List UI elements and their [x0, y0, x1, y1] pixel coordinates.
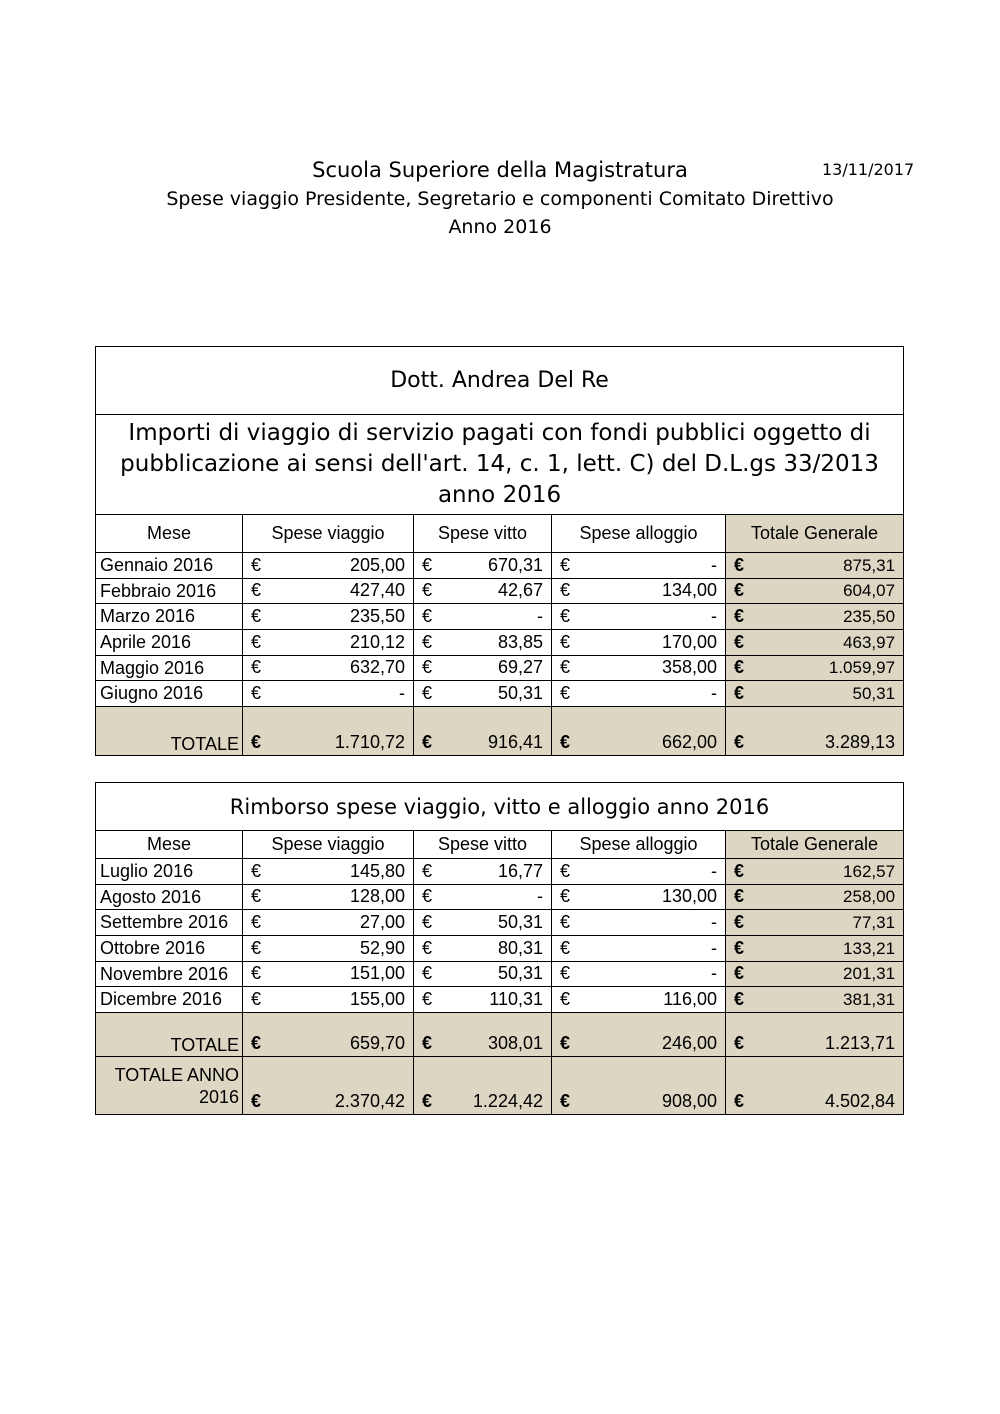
totale-cell: 604,07 [843, 581, 896, 601]
euro-symbol: € [422, 886, 433, 907]
month-cell: Marzo 2016 [96, 604, 243, 630]
month-cell: Luglio 2016 [96, 859, 243, 885]
viaggio-cell: 27,00 [359, 912, 405, 933]
euro-symbol: € [560, 631, 571, 652]
viaggio-cell: - [399, 683, 405, 704]
euro-symbol: € [422, 631, 433, 652]
euro-symbol: € [734, 937, 745, 958]
month-cell: Gennaio 2016 [96, 553, 243, 579]
euro-symbol: € [560, 1033, 571, 1054]
euro-symbol: € [560, 580, 571, 601]
euro-symbol: € [560, 937, 571, 958]
vitto-cell: 83,85 [497, 631, 543, 652]
euro-symbol: € [734, 606, 745, 627]
total-year-label-line2: 2016 [198, 1086, 239, 1107]
viaggio-cell: 145,80 [349, 860, 405, 881]
euro-symbol: € [560, 912, 571, 933]
month-cell: Maggio 2016 [96, 655, 243, 681]
euro-symbol: € [251, 1091, 262, 1112]
document-year: Anno 2016 [448, 216, 552, 238]
total-viaggio: 1.710,72 [334, 732, 405, 753]
total-year-alloggio: 908,00 [661, 1091, 717, 1112]
total-viaggio: 659,70 [349, 1033, 405, 1054]
euro-symbol: € [251, 732, 262, 753]
col-header-vitto: Spese vitto [414, 515, 552, 553]
euro-symbol: € [734, 860, 745, 881]
person-name: Dott. Andrea Del Re [96, 347, 904, 415]
total-alloggio: 662,00 [661, 732, 717, 753]
month-cell: Aprile 2016 [96, 630, 243, 656]
euro-symbol: € [251, 1033, 262, 1054]
col-header-vitto: Spese vitto [414, 831, 552, 859]
viaggio-cell: 205,00 [349, 554, 405, 575]
alloggio-cell: 170,00 [661, 631, 717, 652]
euro-symbol: € [422, 606, 433, 627]
viaggio-cell: 427,40 [349, 580, 405, 601]
month-cell: Giugno 2016 [96, 681, 243, 707]
table-row [96, 910, 904, 936]
total-year-label-line1: TOTALE ANNO [114, 1064, 239, 1085]
month-cell: Febbraio 2016 [96, 578, 243, 604]
table1-total-row [96, 707, 904, 756]
euro-symbol: € [560, 860, 571, 881]
viaggio-cell: 155,00 [349, 989, 405, 1010]
alloggio-cell: - [711, 963, 717, 984]
euro-symbol: € [560, 886, 571, 907]
euro-symbol: € [422, 657, 433, 678]
euro-symbol: € [422, 912, 433, 933]
viaggio-cell: 151,00 [349, 963, 405, 984]
euro-symbol: € [422, 860, 433, 881]
euro-symbol: € [251, 631, 262, 652]
viaggio-cell: 210,12 [349, 631, 405, 652]
col-header-alloggio: Spese alloggio [552, 515, 726, 553]
table-row [96, 630, 904, 656]
euro-symbol: € [251, 860, 262, 881]
euro-symbol: € [734, 886, 745, 907]
euro-symbol: € [734, 1091, 745, 1112]
total-year-label [96, 1057, 243, 1115]
total-label: TOTALE [96, 1013, 243, 1057]
table-row [96, 681, 904, 707]
total-year-generale: 4.502,84 [824, 1091, 896, 1112]
euro-symbol: € [734, 631, 745, 652]
viaggio-cell: 632,70 [349, 657, 405, 678]
expense-table-second-half [95, 782, 904, 1115]
table2-total-row [96, 1013, 904, 1057]
euro-symbol: € [560, 963, 571, 984]
viaggio-cell: 52,90 [359, 937, 405, 958]
month-cell: Novembre 2016 [96, 961, 243, 987]
alloggio-cell: - [711, 554, 717, 575]
totale-cell: 162,57 [843, 861, 896, 881]
table-row [96, 936, 904, 962]
document-date: 13/11/2017 [822, 160, 915, 179]
col-header-totale: Totale Generale [726, 831, 904, 859]
col-header-alloggio: Spese alloggio [552, 831, 726, 859]
euro-symbol: € [560, 554, 571, 575]
totale-cell: 201,31 [843, 964, 896, 984]
col-header-totale: Totale Generale [726, 515, 904, 553]
month-cell: Ottobre 2016 [96, 936, 243, 962]
alloggio-cell: 134,00 [661, 580, 717, 601]
totale-cell: 50,31 [852, 684, 896, 704]
total-vitto: 916,41 [487, 732, 543, 753]
table-row [96, 553, 904, 579]
euro-symbol: € [251, 912, 262, 933]
totale-cell: 133,21 [843, 938, 896, 958]
euro-symbol: € [251, 937, 262, 958]
euro-symbol: € [560, 606, 571, 627]
alloggio-cell: 130,00 [661, 886, 717, 907]
table-row [96, 655, 904, 681]
vitto-cell: 50,31 [497, 963, 543, 984]
euro-symbol: € [560, 732, 571, 753]
viaggio-cell: 128,00 [349, 886, 405, 907]
euro-symbol: € [734, 912, 745, 933]
euro-symbol: € [422, 1091, 433, 1112]
totale-cell: 1.059,97 [828, 658, 896, 678]
viaggio-cell: 235,50 [349, 606, 405, 627]
euro-symbol: € [251, 657, 262, 678]
euro-symbol: € [422, 989, 433, 1010]
vitto-cell: 110,31 [489, 989, 543, 1010]
euro-symbol: € [734, 963, 745, 984]
euro-symbol: € [251, 554, 262, 575]
document-subtitle: Spese viaggio Presidente, Segretario e componenti Comitato Direttivo [166, 188, 834, 210]
euro-symbol: € [422, 937, 433, 958]
col-header-viaggio: Spese viaggio [243, 831, 414, 859]
euro-symbol: € [734, 657, 745, 678]
vitto-cell: 42,67 [497, 580, 543, 601]
euro-symbol: € [251, 580, 262, 601]
total-year-vitto: 1.224,42 [472, 1091, 543, 1112]
vitto-cell: 80,31 [497, 937, 543, 958]
euro-symbol: € [251, 683, 262, 704]
alloggio-cell: 116,00 [663, 989, 717, 1010]
total-label: TOTALE [96, 707, 243, 756]
vitto-cell: 69,27 [497, 657, 543, 678]
euro-symbol: € [422, 732, 433, 753]
table-row [96, 578, 904, 604]
vitto-cell: - [537, 886, 543, 907]
table2-total-year-row [96, 1057, 904, 1115]
euro-symbol: € [560, 1091, 571, 1112]
vitto-cell: - [537, 606, 543, 627]
euro-symbol: € [734, 580, 745, 601]
totale-cell: 77,31 [852, 913, 896, 933]
euro-symbol: € [560, 683, 571, 704]
vitto-cell: 16,77 [497, 860, 543, 881]
euro-symbol: € [422, 683, 433, 704]
euro-symbol: € [422, 963, 433, 984]
alloggio-cell: 358,00 [661, 657, 717, 678]
alloggio-cell: - [711, 912, 717, 933]
expense-table-first-half [95, 346, 904, 756]
euro-symbol: € [422, 554, 433, 575]
euro-symbol: € [734, 554, 745, 575]
euro-symbol: € [422, 1033, 433, 1054]
alloggio-cell: - [711, 606, 717, 627]
euro-symbol: € [251, 606, 262, 627]
euro-symbol: € [251, 886, 262, 907]
month-cell: Dicembre 2016 [96, 987, 243, 1013]
document-title: Scuola Superiore della Magistratura [312, 158, 688, 182]
total-generale: 3.289,13 [824, 732, 896, 753]
table2-caption: Rimborso spese viaggio, vitto e alloggio anno 2016 [96, 783, 904, 831]
euro-symbol: € [734, 732, 745, 753]
table-row [96, 884, 904, 910]
table-row [96, 987, 904, 1013]
totale-cell: 463,97 [843, 632, 896, 652]
col-header-viaggio: Spese viaggio [243, 515, 414, 553]
total-year-viaggio: 2.370,42 [334, 1091, 405, 1112]
euro-symbol: € [734, 1033, 745, 1054]
table1-caption: Importi di viaggio di servizio pagati con fondi pubblici oggetto di pubblicazione ai sensi dell'art. 14, c. 1, lett. C) del D.L.gs 33/2013 anno 2016 [96, 415, 904, 515]
alloggio-cell: - [711, 683, 717, 704]
col-header-mese: Mese [96, 831, 243, 859]
total-alloggio: 246,00 [661, 1033, 717, 1054]
totale-cell: 258,00 [843, 887, 896, 907]
table-row [96, 961, 904, 987]
euro-symbol: € [560, 989, 571, 1010]
month-cell: Settembre 2016 [96, 910, 243, 936]
alloggio-cell: - [711, 860, 717, 881]
alloggio-cell: - [711, 937, 717, 958]
totale-cell: 875,31 [843, 555, 896, 575]
table1-header-row [96, 515, 904, 553]
euro-symbol: € [734, 683, 745, 704]
vitto-cell: 670,31 [487, 554, 543, 575]
vitto-cell: 50,31 [497, 912, 543, 933]
total-generale: 1.213,71 [824, 1033, 896, 1054]
col-header-mese: Mese [96, 515, 243, 553]
table2-header-row [96, 831, 904, 859]
total-vitto: 308,01 [487, 1033, 543, 1054]
month-cell: Agosto 2016 [96, 884, 243, 910]
totale-cell: 235,50 [843, 607, 896, 627]
euro-symbol: € [251, 989, 262, 1010]
euro-symbol: € [422, 580, 433, 601]
euro-symbol: € [734, 989, 745, 1010]
totale-cell: 381,31 [843, 990, 896, 1010]
euro-symbol: € [560, 657, 571, 678]
table-row [96, 859, 904, 885]
vitto-cell: 50,31 [497, 683, 543, 704]
table-row [96, 604, 904, 630]
euro-symbol: € [251, 963, 262, 984]
